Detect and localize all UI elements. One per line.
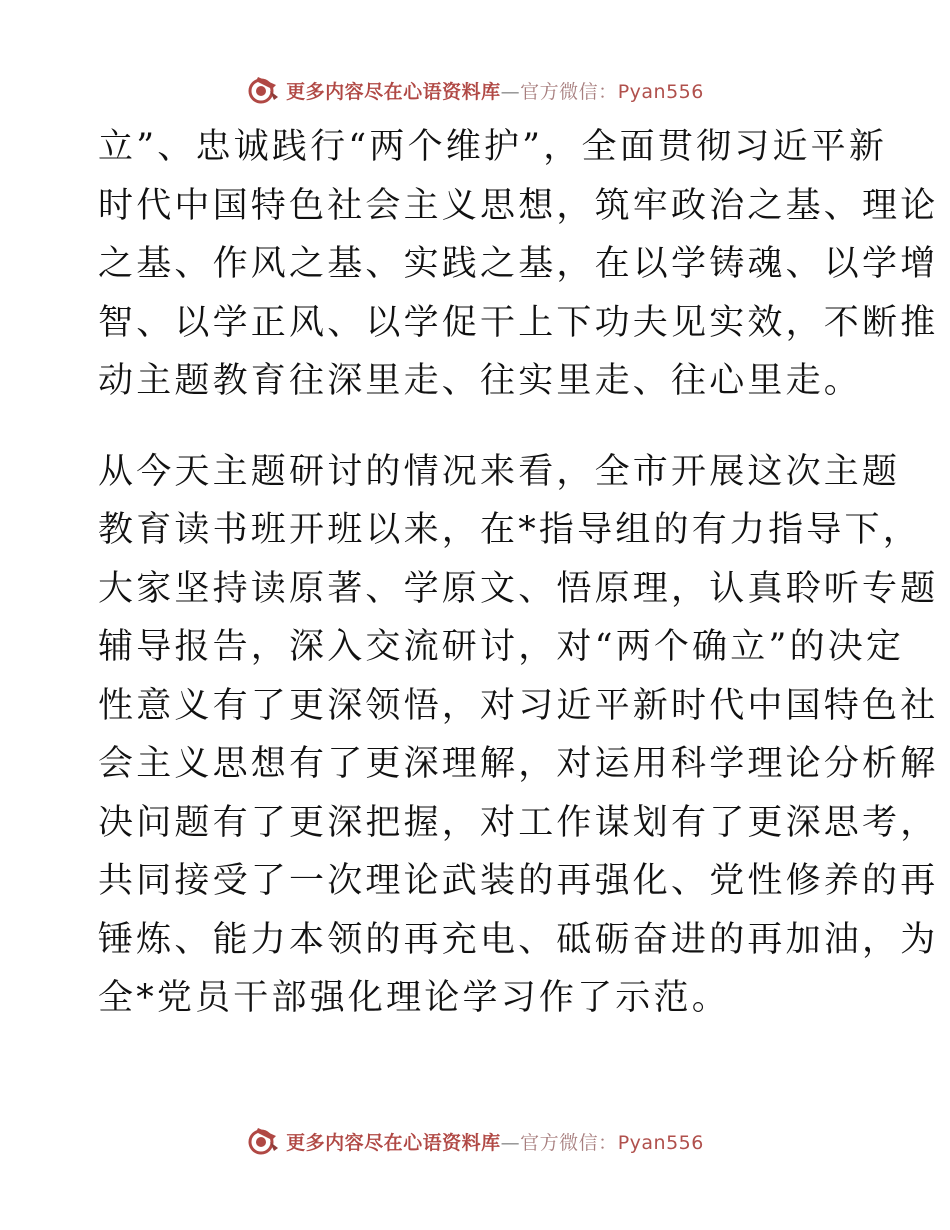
footer-wechat-label: 官方微信： (520, 1131, 618, 1154)
footer-wechat-id: Pyan556 (617, 1131, 704, 1154)
footer-banner (0, 1123, 950, 1159)
text-line: 锤炼、能力本领的再充电、砥砺奋进的再加油，为 (98, 919, 939, 960)
text-line: 决问题有了更深把握，对工作谋划有了更深思考， (98, 802, 939, 843)
header-banner-text (286, 77, 704, 104)
text-line: 辅导报告，深入交流研讨，对“两个确立”的决定 (98, 627, 905, 667)
pen-nib-logo-icon (246, 1124, 280, 1158)
paragraph-spacer (98, 411, 858, 443)
header-wechat-id: Pyan556 (617, 80, 704, 103)
footer-separator: — (500, 1131, 521, 1154)
text-line: 共同接受了一次理论武装的再强化、党性修养的再 (98, 861, 939, 901)
text-line: 之基、作风之基、实践之基，在以学铸魂、以学增 (98, 244, 939, 284)
header-brand: 更多内容尽在心语资料库 (286, 80, 501, 103)
footer-banner-text (286, 1128, 704, 1155)
text-line: 智、以学正风、以学促干上下功夫见实效，不断推 (98, 302, 939, 343)
header-banner (0, 72, 950, 108)
paragraph-2 (98, 443, 939, 1028)
text-line: 教育读书班开班以来，在*指导组的有力指导下， (98, 510, 921, 550)
text-line: 性意义有了更深领悟，对习近平新时代中国特色社 (98, 685, 939, 726)
pen-nib-logo-icon (246, 73, 280, 107)
header-separator: — (500, 80, 521, 103)
header-wechat-label: 官方微信： (520, 80, 618, 103)
text-line: 全*党员干部强化理论学习作了示范。 (98, 978, 730, 1018)
text-line: 时代中国特色社会主义思想，筑牢政治之基、理论 (98, 185, 939, 226)
document-body (98, 118, 939, 1028)
text-line: 立”、忠诚践行“两个维护”，全面贯彻习近平新 (98, 127, 888, 167)
footer-brand: 更多内容尽在心语资料库 (286, 1131, 501, 1154)
text-line: 从今天主题研讨的情况来看，全市开展这次主题 (98, 451, 901, 492)
text-line: 大家坚持读原著、学原文、悟原理，认真聆听专题 (98, 568, 939, 609)
text-line: 会主义思想有了更深理解，对运用科学理论分析解 (98, 744, 939, 784)
paragraph-1 (98, 118, 939, 411)
text-line: 动主题教育往深里走、往实里走、往心里走。 (98, 361, 863, 401)
